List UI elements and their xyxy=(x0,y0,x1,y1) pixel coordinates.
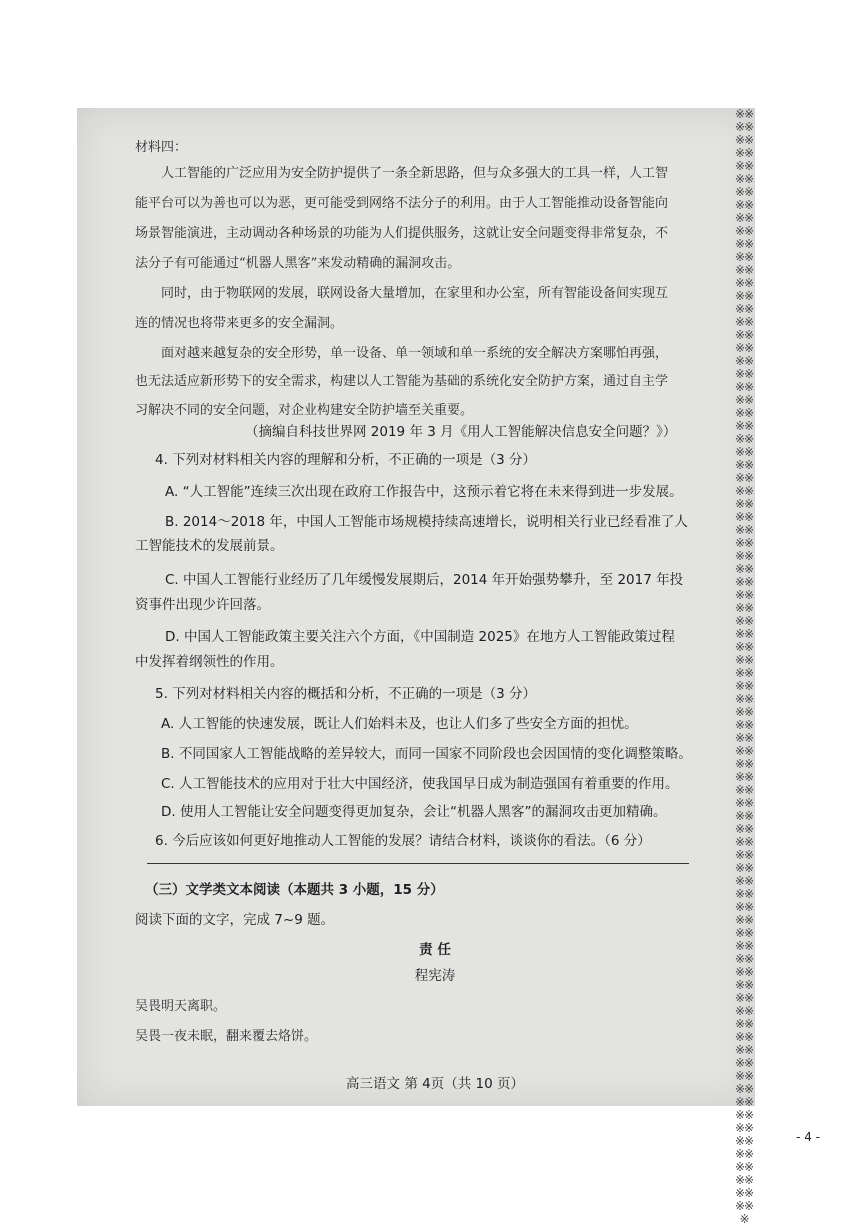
q5-option-c: C. 人工智能技术的应用对于壮大中国经济，使我国早日成为制造强国有着重要的作用。 xyxy=(161,776,679,792)
material-p1-line2: 能平台可以为善也可以为恶，更可能受到网络不法分子的利用。由于人工智能推动设备智能向 xyxy=(135,196,669,211)
material-p3-line2: 也无法适应新形势下的安全需求，构建以人工智能为基础的系统化安全防护方案，通过自主学 xyxy=(135,374,669,389)
q4-option-c-line2: 资事件出现少许回落。 xyxy=(135,597,270,613)
material-source: （摘编自科技世界网 2019 年 3 月《用人工智能解决信息安全问题？》） xyxy=(245,424,677,440)
story-line1: 吴畏明天离职。 xyxy=(135,999,227,1014)
story-line2: 吴畏一夜未眠，翻来覆去烙饼。 xyxy=(135,1029,318,1044)
material-p1-line4: 法分子有可能通过“机器人黑客”来发动精确的漏洞攻击。 xyxy=(135,256,461,271)
q4-stem: 4. 下列对材料相关内容的理解和分析，不正确的一项是（3 分） xyxy=(155,452,537,468)
q5-stem: 5. 下列对材料相关内容的概括和分析，不正确的一项是（3 分） xyxy=(155,686,537,702)
exam-page-photo xyxy=(77,107,755,1226)
section-divider xyxy=(147,863,689,864)
material-p2-line2: 连的情况也将带来更多的安全漏洞。 xyxy=(135,316,344,331)
q4-option-a: A. “人工智能”连续三次出现在政府工作报告中，这预示着它将在未来得到进一步发展。 xyxy=(165,484,683,500)
q4-option-c-line1: C. 中国人工智能行业经历了几年缓慢发展期后，2014 年开始强势攀升，至 2017 年投 xyxy=(165,572,684,588)
q5-option-d: D. 使用人工智能让安全问题变得更加复杂，会让“机器人黑客”的漏洞攻击更加精确。 xyxy=(161,804,667,820)
q4-option-d-line1: D. 中国人工智能政策主要关注六个方面，《中国制造 2025》在地方人工智能政策过程 xyxy=(165,629,675,645)
page-footer: 高三语文 第 4页（共 10 页） xyxy=(346,1076,524,1092)
q4-option-d-line2: 中发挥着纲领性的作用。 xyxy=(135,654,284,670)
material-p1-line1: 人工智能的广泛应用为安全防护提供了一条全新思路，但与众多强大的工具一样，人工智 xyxy=(161,166,669,181)
q6-stem: 6. 今后应该如何更好地推动人工智能的发展？请结合材料，谈谈你的看法。（6 分） xyxy=(155,833,651,849)
material-p2-line1: 同时，由于物联网的发展，联网设备大量增加，在家里和办公室，所有智能设备间实现互 xyxy=(161,286,669,301)
q5-option-b: B. 不同国家人工智能战略的差异较大，而同一国家不同阶段也会因国情的变化调整策略。 xyxy=(161,746,692,762)
q5-option-a: A. 人工智能的快速发展，既让人们始料未及，也让人们多了些安全方面的担忧。 xyxy=(161,716,638,732)
story-author: 程宪涛 xyxy=(414,968,456,984)
material-p3-line1: 面对越来越复杂的安全形势，单一设备、单一领域和单一系统的安全解决方案哪怕再强， xyxy=(161,346,669,361)
binding-margin-pattern: ※※※※※※※※※※※※※※※※※※※※※※※※※※※※※※※※※※※※※※※※※※※※※※※※※※※※※※※※※※※※※※※※※※※※※※※※※※※※※※※※※※※※※※※※※※※※※※※※※※※※※※※※※※※※※※※※※※※※※※※※※※※※※※※※※※※※※※※※※※※※※※※※※※※※※※※※※※※※※※※※※※※※※※※※※※※ xyxy=(734,107,754,1226)
material-heading: 材料四： xyxy=(135,140,188,155)
story-title: 责 任 xyxy=(419,942,451,958)
page-content xyxy=(135,108,735,1106)
q4-option-b-line1: B. 2014～2018 年，中国人工智能市场规模持续高速增长，说明相关行业已经看准了人 xyxy=(165,514,688,530)
page-number: - 4 - xyxy=(796,1130,820,1144)
section3-heading: （三）文学类文本阅读（本题共 3 小题，15 分） xyxy=(145,882,444,898)
section3-instruction: 阅读下面的文字，完成 7~9 题。 xyxy=(135,912,335,928)
q4-option-b-line2: 工智能技术的发展前景。 xyxy=(135,538,284,554)
material-p3-line3: 习解决不同的安全问题，对企业构建安全防护墙至关重要。 xyxy=(135,403,474,418)
material-p1-line3: 场景智能演进，主动调动各种场景的功能为人们提供服务，这就让安全问题变得非常复杂，不 xyxy=(135,226,669,241)
